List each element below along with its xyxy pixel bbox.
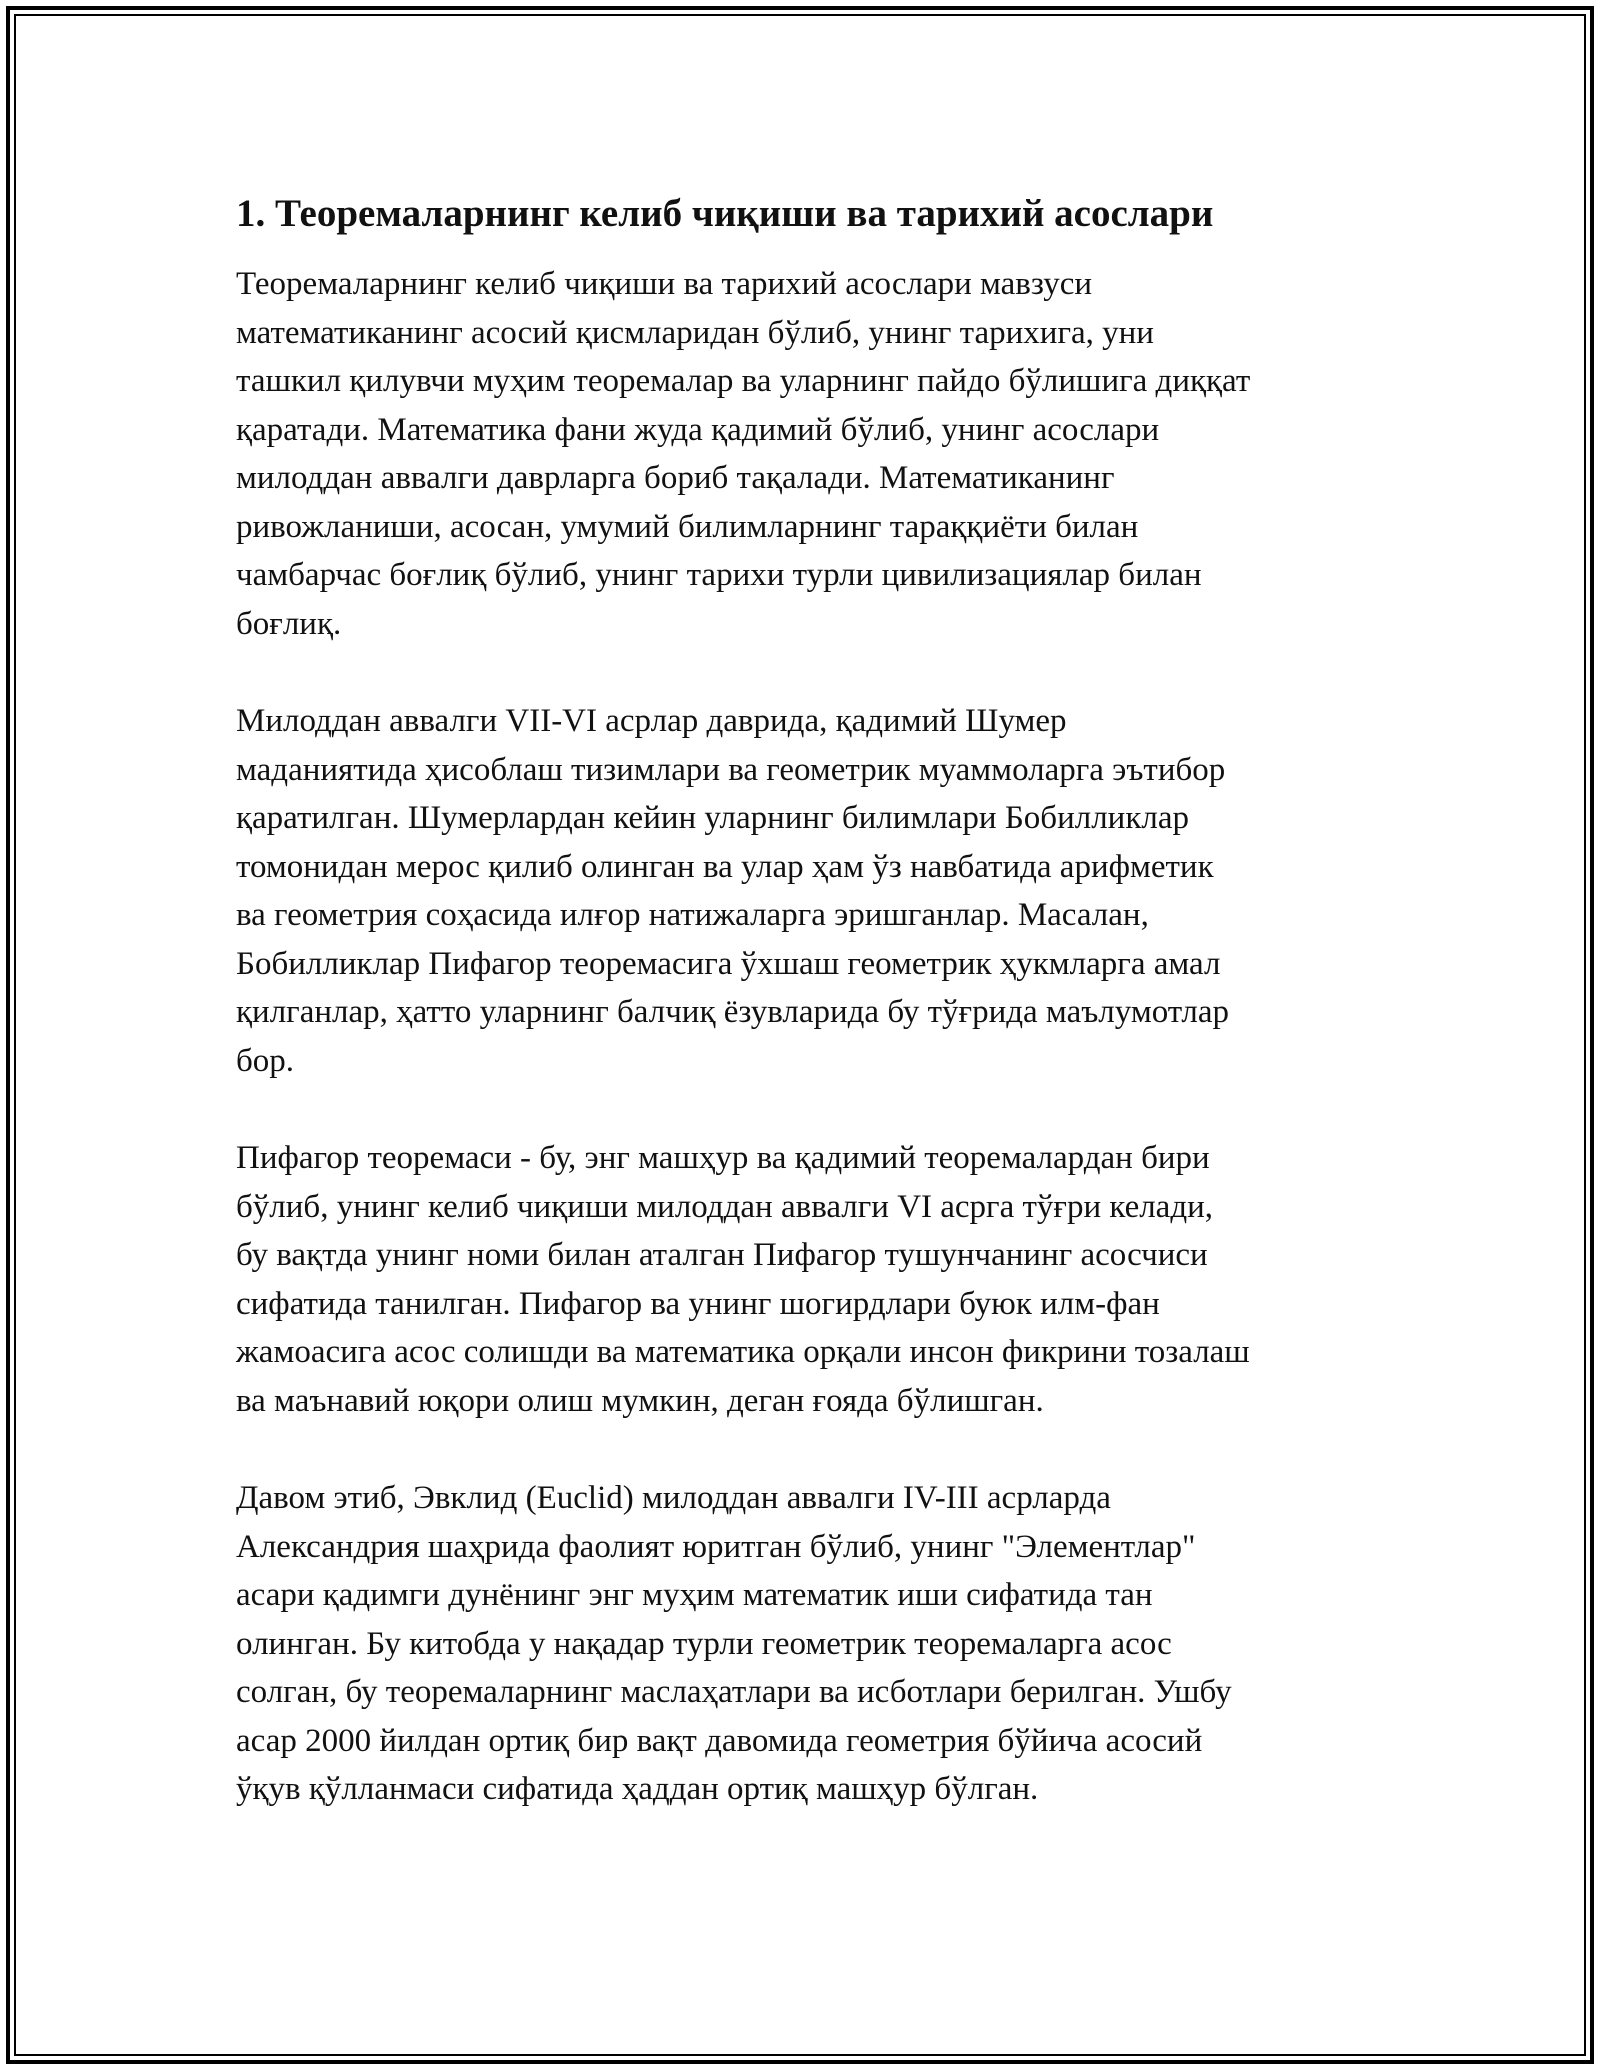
paragraph [236, 1474, 1376, 1814]
paragraph [236, 260, 1376, 648]
paragraph-line: бўлиб, унинг келиб чиқиши милоддан аввалги VI асрга тўғри келади, [236, 1188, 1214, 1225]
paragraph-line: маданиятида ҳисоблаш тизимлари ва геометрик муаммоларга эътибор [236, 751, 1226, 788]
paragraph-line: бу вақтда унинг номи билан аталган Пифагор тушунчанинг асосчиси [236, 1237, 1208, 1273]
paragraph-line: солган, бу теоремаларнинг маслаҳатлари ва исботлари берилган. Ушбу [236, 1674, 1232, 1710]
paragraph-line: ўқув қўлланмаси сифатида ҳаддан ортиқ машҳур бўлган. [236, 1771, 1039, 1807]
paragraph-line: қаратади. Математика фани жуда қадимий бўлиб, унинг асослари [236, 411, 1160, 448]
paragraph-line: Теоремаларнинг келиб чиқиши ва тарихий асослари мавзуси [236, 266, 1093, 302]
paragraph-line: ташкил қилувчи муҳим теоремалар ва уларнинг пайдо бўлишига диққат [236, 363, 1251, 399]
paragraph-line: Пифагор теоремаси - бу, энг машҳур ва қадимий теоремалардан бири [236, 1140, 1210, 1176]
paragraph-list [236, 260, 1376, 1814]
paragraph-line: Бобилликлар Пифагор теоремасига ўхшаш геометрик ҳукмларга амал [236, 945, 1221, 982]
paragraph-line: томонидан мерос қилиб олинган ва улар ҳам ўз навбатида арифметик [236, 848, 1214, 885]
paragraph-line: қилганлар, ҳатто уларнинг балчиқ ёзувларида бу тўғрида маълумотлар [236, 994, 1229, 1030]
paragraph-line: асари қадимги дунёнинг энг муҳим математик иши сифатида тан [236, 1577, 1153, 1613]
paragraph-line: олинган. Бу китобда у нақадар турли геометрик теоремаларга асос [236, 1625, 1172, 1662]
paragraph-line: Александрия шаҳрида фаолият юритган бўлиб, унинг "Элементлар" [236, 1528, 1196, 1565]
paragraph [236, 697, 1376, 1085]
paragraph-line: чамбарчас боғлиқ бўлиб, унинг тарихи турли цивилизациялар билан [236, 557, 1202, 593]
paragraph-line: Милоддан аввалги VII-VI асрлар даврида, қадимий Шумер [236, 703, 1067, 739]
paragraph-line: математиканинг асосий қисмларидан бўлиб, унинг тарихига, уни [236, 314, 1154, 351]
paragraph-line: сифатида танилган. Пифагор ва унинг шогирдлари буюк илм-фан [236, 1285, 1160, 1322]
paragraph-line: Давом этиб, Эвклид (Euclid) милоддан аввалги IV-III асрларда [236, 1480, 1111, 1516]
paragraph-line: боғлиқ. [236, 605, 342, 642]
paragraph-line: асар 2000 йилдан ортиқ бир вақт давомида геометрия бўйича асосий [236, 1722, 1203, 1759]
section-heading: 1. Теоремаларнинг келиб чиқиши ва тарихий асослари [236, 192, 1214, 235]
paragraph [236, 1134, 1376, 1425]
paragraph-line: жамоасига асос солишди ва математика орқали инсон фикрини тозалаш [236, 1334, 1250, 1370]
paragraph-line: ривожланиши, асосан, умумий билимларнинг тараққиёти билан [236, 508, 1139, 545]
paragraph-line: қаратилган. Шумерлардан кейин уларнинг билимлари Бобилликлар [236, 800, 1189, 836]
paragraph-line: ва геометрия соҳасида илғор натижаларга эришганлар. Масалан, [236, 897, 1149, 933]
document-body [236, 188, 1376, 1863]
paragraph-line: бор. [236, 1042, 295, 1079]
paragraph-line: ва маънавий юқори олиш мумкин, деган ғояда бўлишган. [236, 1382, 1044, 1419]
paragraph-line: милоддан аввалги даврларга бориб тақалади. Математиканинг [236, 460, 1115, 496]
